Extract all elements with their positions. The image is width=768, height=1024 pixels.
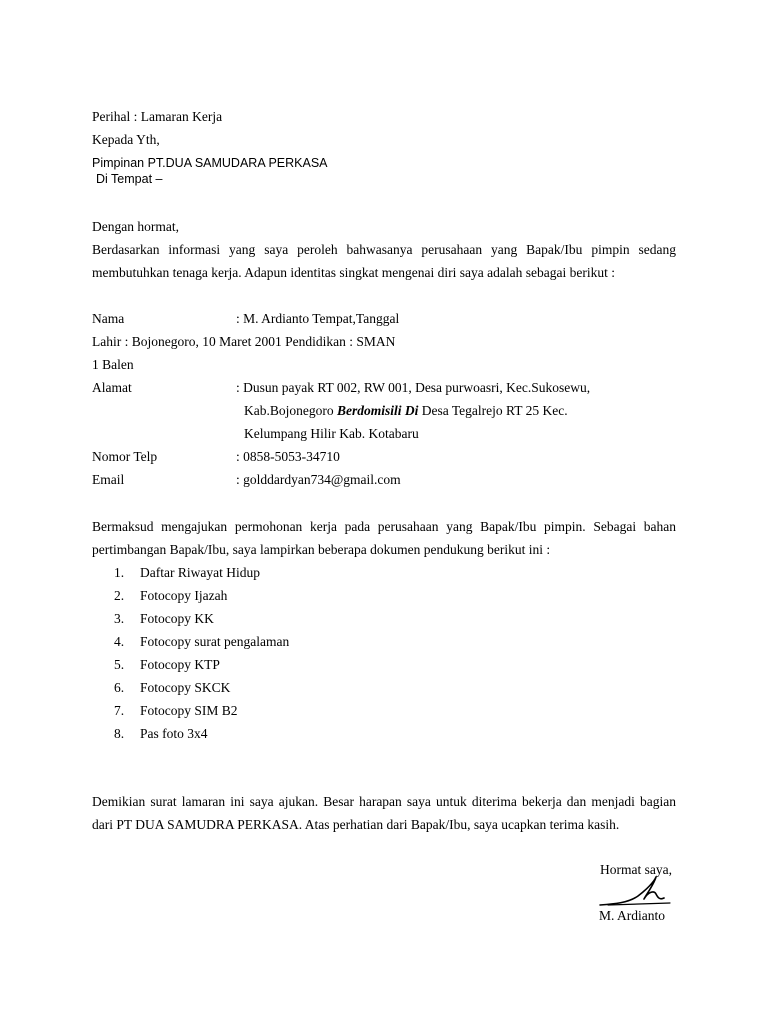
list-item-number: 6. (114, 680, 125, 695)
alamat-line-1: : Dusun payak RT 002, RW 001, Desa purwoasri, Kec.Sukosewu, (236, 380, 591, 395)
alamat-line-2-bold: Berdomisili Di (336, 403, 419, 418)
list-item-text: Fotocopy surat pengalaman (140, 634, 290, 649)
subject-line: Perihal : Lamaran Kerja (92, 109, 223, 124)
list-item-text: Fotocopy SKCK (140, 680, 231, 695)
list-item-text: Fotocopy KTP (140, 657, 220, 672)
nama-label: Nama (92, 311, 125, 326)
email-value: : golddardyan734@gmail.com (236, 472, 401, 487)
list-item-number: 5. (114, 657, 125, 672)
nama-value: : M. Ardianto Tempat,Tanggal (236, 311, 400, 326)
list-item-number: 1. (114, 565, 125, 580)
list-item-text: Daftar Riwayat Hidup (140, 565, 260, 580)
alamat-label: Alamat (92, 380, 132, 395)
recipient-line: Pimpinan PT.DUA SAMUDARA PERKASA (92, 156, 328, 170)
intro-line-2: membutuhkan tenaga kerja. Adapun identitas singkat mengenai diri saya adalah sebagai berikut : (92, 265, 615, 280)
lahir-line: Lahir : Bojonegoro, 10 Maret 2001 Pendidikan : SMAN (92, 334, 396, 349)
alamat-line-2-post: Desa Tegalrejo RT 25 Kec. (418, 403, 568, 418)
place-line: Di Tempat – (96, 172, 163, 186)
email-label: Email (92, 472, 125, 487)
to-line: Kepada Yth, (92, 132, 160, 147)
telp-label: Nomor Telp (92, 449, 158, 464)
list-item-text: Fotocopy Ijazah (140, 588, 228, 603)
closing-line-2: dari PT DUA SAMUDRA PERKASA. Atas perhatian dari Bapak/Ibu, saya ucapkan terima kasih. (92, 817, 620, 832)
alamat-line-2 (244, 402, 568, 419)
list-item-text: Fotocopy KK (140, 611, 214, 626)
alamat-line-2-pre: Kab.Bojonegoro (244, 403, 337, 418)
intro-line-1: Berdasarkan informasi yang saya peroleh bahwasanya perusahaan yang Bapak/Ibu pimpin sedang (92, 242, 676, 257)
signature-image (594, 872, 678, 912)
purpose-line-1: Bermaksud mengajukan permohonan kerja pada perusahaan yang Bapak/Ibu pimpin. Sebagai bahan (92, 519, 676, 534)
telp-value: : 0858-5053-34710 (236, 449, 340, 464)
list-item-number: 2. (114, 588, 125, 603)
list-item-text: Pas foto 3x4 (140, 726, 208, 741)
regards-line: Hormat saya, (600, 862, 672, 877)
closing-line-1: Demikian surat lamaran ini saya ajukan. Besar harapan saya untuk diterima bekerja dan menjadi bagian (92, 794, 676, 809)
list-item-number: 3. (114, 611, 125, 626)
balen-line: 1 Balen (92, 357, 134, 372)
signer-name: M. Ardianto (599, 908, 665, 923)
list-item-number: 7. (114, 703, 125, 718)
list-item-text: Fotocopy SIM B2 (140, 703, 238, 718)
list-item-number: 8. (114, 726, 125, 741)
purpose-line-2: pertimbangan Bapak/Ibu, saya lampirkan beberapa dokumen pendukung berikut ini : (92, 542, 551, 557)
list-item-number: 4. (114, 634, 125, 649)
alamat-line-3: Kelumpang Hilir Kab. Kotabaru (244, 426, 419, 441)
greeting: Dengan hormat, (92, 219, 179, 234)
